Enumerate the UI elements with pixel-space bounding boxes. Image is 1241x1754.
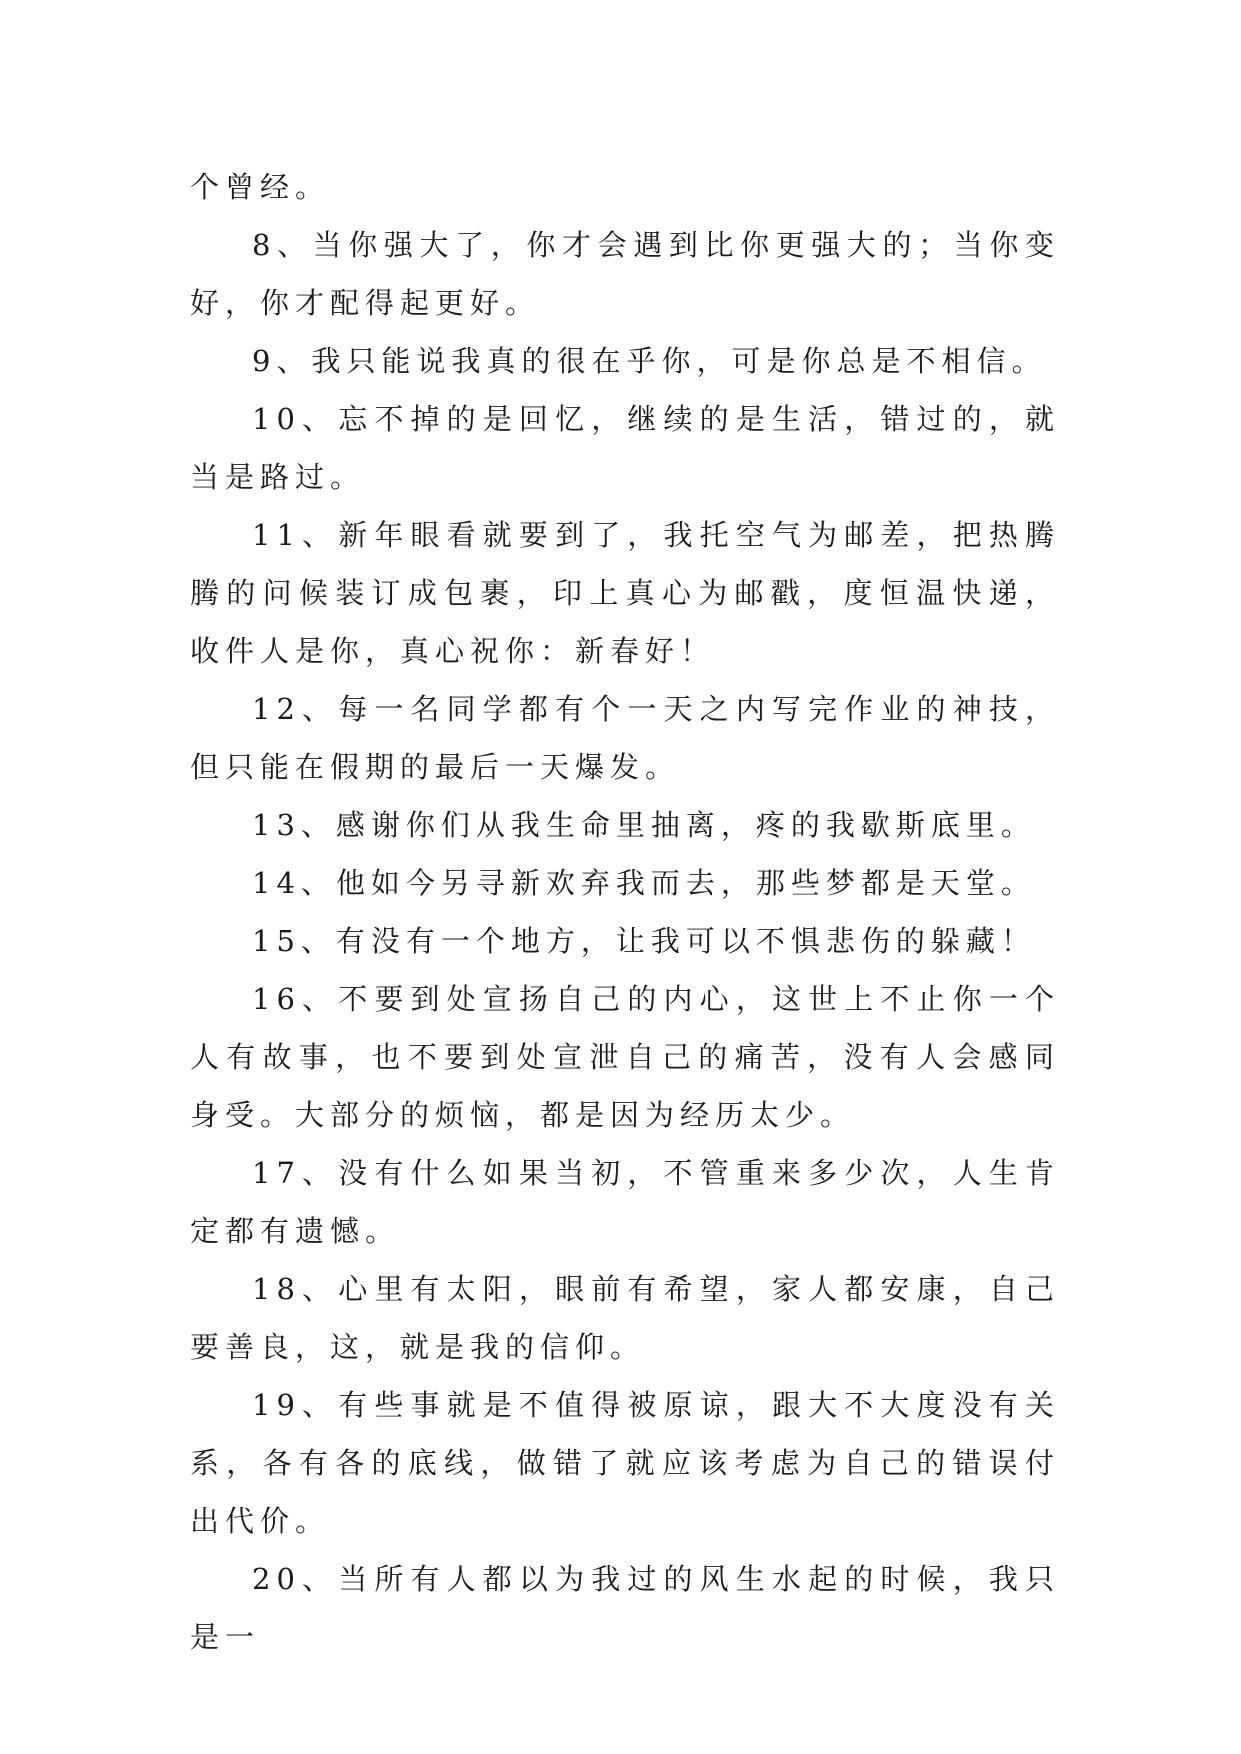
paragraph-16: 16、不要到处宣扬自己的内心，这世上不止你一个人有故事，也不要到处宣泄自己的痛苦，没有人会感同身受。大部分的烦恼，都是因为经历太少。 — [190, 982, 1060, 1132]
paragraph-9: 9、我只能说我真的很在乎你，可是你总是不相信。 — [252, 344, 1047, 378]
paragraph-11: 11、新年眼看就要到了，我托空气为邮差，把热腾腾的问候装订成包裹，印上真心为邮戳，度恒温快递，收件人是你，真心祝你：新春好！ — [190, 518, 1060, 668]
paragraph-17: 17、没有什么如果当初，不管重来多少次，人生肯定都有遗憾。 — [190, 1156, 1060, 1248]
paragraph-19: 19、有些事就是不值得被原谅，跟大不大度没有关系，各有各的底线，做错了就应该考虑为自己的错误付出代价。 — [190, 1388, 1060, 1538]
paragraph-14: 14、他如今另寻新欢弃我而去，那些梦都是天堂。 — [252, 866, 1036, 900]
paragraph-13: 13、感谢你们从我生命里抽离，疼的我歇斯底里。 — [252, 808, 1036, 842]
paragraph-10: 10、忘不掉的是回忆，继续的是生活，错过的，就当是路过。 — [190, 402, 1060, 494]
paragraph-12: 12、每一名同学都有个一天之内写完作业的神技，但只能在假期的最后一天爆发。 — [190, 692, 1060, 784]
document-body — [190, 158, 1060, 1666]
paragraph-20: 20、当所有人都以为我过的风生水起的时候，我只是一 — [190, 1562, 1060, 1654]
paragraph-15: 15、有没有一个地方，让我可以不惧悲伤的躲藏！ — [252, 924, 1036, 958]
paragraph-fragment: 个曾经。 — [190, 170, 331, 204]
paragraph-18: 18、心里有太阳，眼前有希望，家人都安康，自己要善良，这，就是我的信仰。 — [190, 1272, 1060, 1364]
paragraph-8: 8、当你强大了，你才会遇到比你更强大的；当你变好，你才配得起更好。 — [190, 228, 1060, 320]
